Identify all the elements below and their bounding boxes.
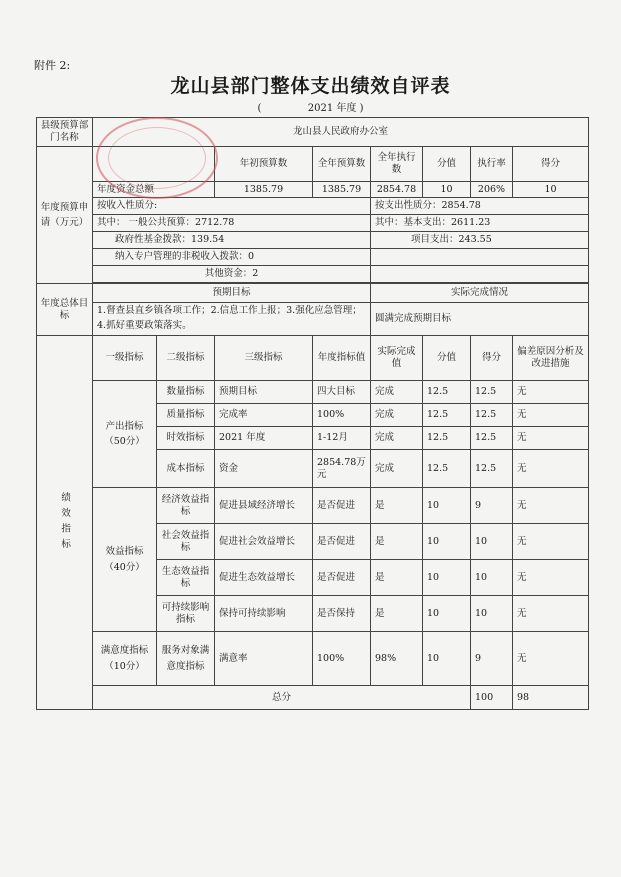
annual-value-cell: 是否促进 [313,560,371,596]
score-cell: 10 [471,560,513,596]
score-value-cell: 10 [423,488,471,524]
level2-cell: 时效指标 [157,427,215,450]
budget-nature-row [37,198,589,215]
dept-row [37,118,589,147]
attachment-label: 附件 2: [34,59,71,72]
budget-general-row [37,215,589,232]
score-cell: 9 [471,632,513,686]
annual-value-cell: 是否促进 [313,524,371,560]
budget-nontax-row [37,249,589,266]
budget-total-score: 10 [513,182,589,198]
score-cell: 10 [471,524,513,560]
ind-header-annual: 年度指标值 [313,336,371,381]
ind-header-score: 得分 [471,336,513,381]
project-expense: 项目支出：243.55 [371,232,589,249]
budget-header-blank [93,147,215,182]
total-value: 100 [471,686,513,710]
year-close-paren: ) [359,103,364,114]
deviation-cell: 无 [513,427,589,450]
annual-value-cell: 是否促进 [313,488,371,524]
total-row [37,686,589,710]
level2-cell: 生态效益指标 [157,560,215,596]
level2-cell: 社会效益指标 [157,524,215,560]
gov-fund: 政府性基金拨款：139.54 [93,232,371,249]
ind-header-deviation: 偏差原因分析及改进措施 [513,336,589,381]
actual-value-cell: 完成 [371,404,423,427]
year-open-paren: ( [257,103,262,114]
annual-value-cell: 2854.78万元 [313,450,371,488]
score-value-cell: 12.5 [423,381,471,404]
score-cell: 12.5 [471,404,513,427]
annual-value-cell: 100% [313,632,371,686]
level3-cell: 完成率 [215,404,313,427]
level1-output: 产出指标（50分） [93,381,157,488]
score-value-cell: 12.5 [423,450,471,488]
budget-header-exec-rate: 执行率 [471,147,513,182]
level2-cell: 可持续影响指标 [157,596,215,632]
deviation-cell: 无 [513,381,589,404]
annual-value-cell: 四大目标 [313,381,371,404]
budget-header-executed: 全年执行数 [371,147,423,182]
budget-total-full-year: 1385.79 [313,182,371,198]
level2-cell: 成本指标 [157,450,215,488]
goal-header-row [37,284,589,303]
budget-label: 年度预算申请（万元） [37,147,93,284]
score-value-cell: 10 [423,560,471,596]
level1-satisfaction: 满意度指标（10分） [93,632,157,686]
indicator-header-row [37,336,589,381]
score-value-cell: 12.5 [423,404,471,427]
score-cell: 12.5 [471,450,513,488]
other-funds: 其他资金：2 [93,266,371,283]
ind-header-level1: 一级指标 [93,336,157,381]
income-nature-label: 按收入性质分: [93,198,371,215]
budget-total-exec-rate: 206% [471,182,513,198]
score-value-cell: 10 [423,632,471,686]
basic-expense: 其中：基本支出：2611.23 [371,215,589,232]
level2-cell: 经济效益指标 [157,488,215,524]
budget-total-label: 年度资金总额 [93,182,215,198]
deviation-cell: 无 [513,596,589,632]
deviation-cell: 无 [513,450,589,488]
year-label: 2021 年度 [307,103,357,114]
budget-header-initial: 年初预算数 [215,147,313,182]
level3-cell: 2021 年度 [215,427,313,450]
deviation-cell: 无 [513,632,589,686]
actual-value-cell: 完成 [371,427,423,450]
deviation-cell: 无 [513,488,589,524]
ind-header-level3: 三级指标 [215,336,313,381]
level2-cell: 质量指标 [157,404,215,427]
total-label: 总分 [93,686,471,710]
level3-cell: 保持可持续影响 [215,596,313,632]
score-value-cell: 12.5 [423,427,471,450]
level3-cell: 促进县域经济增长 [215,488,313,524]
expense-nature-label: 按支出性质分：2854.78 [371,198,589,215]
budget-total-score-value: 10 [423,182,471,198]
total-score: 98 [513,686,589,710]
year-line [0,99,621,114]
actual-value-cell: 完成 [371,381,423,404]
budget-total-executed: 2854.78 [371,182,423,198]
budget-header-score: 得分 [513,147,589,182]
budget-total-row [37,182,589,198]
budget-header-score-value: 分值 [423,147,471,182]
level3-cell: 预期目标 [215,381,313,404]
actual-value-cell: 是 [371,560,423,596]
score-cell: 10 [471,596,513,632]
dept-name: 龙山县人民政府办公室 [93,118,589,147]
deviation-cell: 无 [513,560,589,596]
actual-value-cell: 是 [371,488,423,524]
annual-value-cell: 100% [313,404,371,427]
level2-cell: 服务对象满意度指标 [157,632,215,686]
budget-fund-row [37,232,589,249]
level3-cell: 促进社会效益增长 [215,524,313,560]
level3-cell: 促进生态效益增长 [215,560,313,596]
deviation-cell: 无 [513,404,589,427]
general-public-budget: 其中： 一般公共预算：2712.78 [93,215,371,232]
score-cell: 9 [471,488,513,524]
goal-label: 年度总体目标 [37,284,93,336]
ind-header-actual: 实际完成值 [371,336,423,381]
deviation-cell: 无 [513,524,589,560]
budget-header-row [37,147,589,182]
goal-expected-text: 1.督查县直乡镇各项工作；2.信息工作上报；3.强化应急管理；4.抓好重要政策落实。 [93,303,371,336]
annual-value-cell: 是否保持 [313,596,371,632]
table-row [37,488,589,524]
goal-actual-text: 圆满完成预期目标 [371,303,589,336]
score-cell: 12.5 [471,381,513,404]
level1-benefit: 效益指标（40分） [93,488,157,632]
goal-actual-header: 实际完成情况 [371,284,589,303]
ind-header-level2: 二级指标 [157,336,215,381]
score-value-cell: 10 [423,596,471,632]
goal-content-row [37,303,589,336]
table-row [37,381,589,404]
page-title: 龙山县部门整体支出绩效自评表 [170,75,451,97]
score-value-cell: 10 [423,524,471,560]
ind-header-value: 分值 [423,336,471,381]
budget-header-full-year: 全年预算数 [313,147,371,182]
other-blank [371,266,589,283]
score-cell: 12.5 [471,427,513,450]
performance-table-body [36,117,589,710]
non-tax-blank [371,249,589,266]
level2-cell: 数量指标 [157,381,215,404]
budget-other-row [37,266,589,283]
actual-value-cell: 是 [371,596,423,632]
dept-label: 县级预算部门名称 [37,118,93,147]
level3-cell: 资金 [215,450,313,488]
goal-expected-header: 预期目标 [93,284,371,303]
actual-value-cell: 是 [371,524,423,560]
actual-value-cell: 完成 [371,450,423,488]
level3-cell: 满意率 [215,632,313,686]
actual-value-cell: 98% [371,632,423,686]
annual-value-cell: 1-12月 [313,427,371,450]
non-tax-income: 纳入专户管理的非税收入拨款：0 [93,249,371,266]
table-row [37,632,589,686]
indicator-label: 绩效指标 [37,336,93,710]
budget-total-initial: 1385.79 [215,182,313,198]
